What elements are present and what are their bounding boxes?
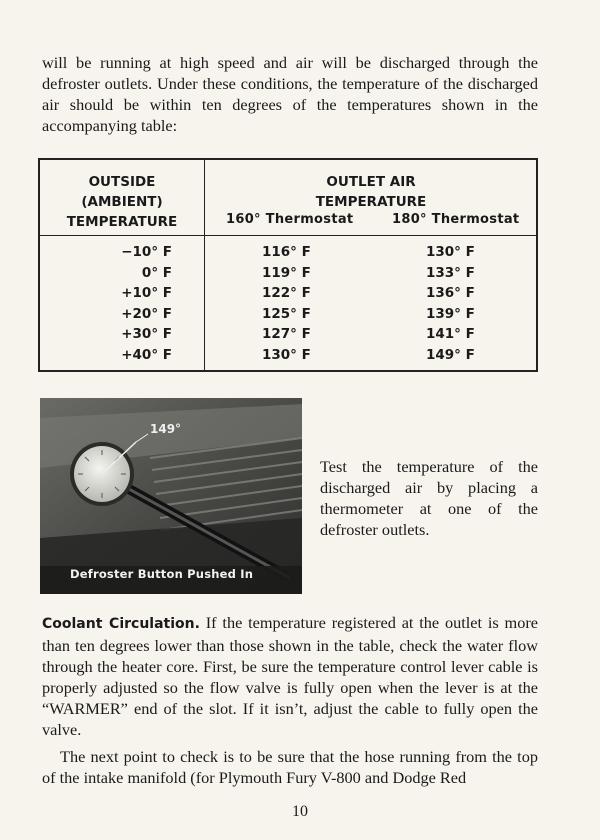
thermostat-180-header: 180° Thermostat bbox=[392, 212, 520, 227]
temperature-table bbox=[38, 158, 538, 372]
table-cell: +30° F bbox=[121, 326, 172, 342]
coolant-paragraph bbox=[42, 612, 538, 740]
thermostat-180-column bbox=[426, 242, 475, 365]
table-column-divider bbox=[204, 160, 205, 370]
thermostat-160-column bbox=[262, 242, 311, 365]
table-header-divider bbox=[40, 235, 536, 236]
table-cell: 127° F bbox=[262, 326, 311, 342]
table-cell: 119° F bbox=[262, 264, 311, 281]
outside-temperature-column bbox=[92, 242, 172, 365]
table-cell: 130° F bbox=[262, 346, 311, 363]
outlet-air-header bbox=[206, 172, 536, 212]
table-cell: 0° F bbox=[141, 264, 172, 281]
table-cell: 125° F bbox=[262, 305, 311, 322]
table-cell: 141° F bbox=[426, 326, 475, 342]
table-cell: 130° F bbox=[426, 244, 475, 260]
header-line: TEMPERATURE bbox=[315, 194, 427, 210]
table-cell: +10° F bbox=[121, 285, 172, 301]
table-cell: +20° F bbox=[121, 305, 172, 322]
header-line: (AMBIENT) bbox=[81, 194, 163, 210]
intro-paragraph: will be running at high speed and air will be discharged through the defroster outlets. Under these conditions, the temperature of the discharged air should be within ten degrees of the temperatures shown in the accompanying table: bbox=[42, 53, 538, 135]
outside-temperature-header bbox=[40, 172, 204, 232]
thermometer-reading: 149° bbox=[150, 422, 182, 436]
photo-caption: Defroster Button Pushed In bbox=[70, 567, 254, 581]
table-cell: −10° F bbox=[121, 244, 172, 260]
thermostat-160-header: 160° Thermostat bbox=[226, 212, 354, 227]
coolant-heading: Coolant Circulation. bbox=[42, 616, 200, 632]
header-line: TEMPERATURE bbox=[66, 214, 178, 230]
table-cell: 149° F bbox=[426, 346, 475, 363]
table-cell: 116° F bbox=[262, 244, 311, 260]
coolant-text: If the temperature registered at the outlet is more than ten degrees lower than those shown in the table, check the water flow through the heater core. First, be sure the temperature control lever cable is properly adjusted so the flow valve is fully open when the lever is at the “WARMER” end of the slot. If it isn’t, adjust the cable to fully open the valve. bbox=[42, 613, 538, 739]
header-line: OUTSIDE bbox=[88, 174, 156, 190]
photo-side-text: Test the temperature of the discharged air by placing a thermometer at one of the defroster outlets. bbox=[320, 457, 538, 539]
page-number: 10 bbox=[292, 803, 308, 820]
header-line: OUTLET AIR bbox=[326, 174, 416, 190]
next-paragraph: The next point to check is to be sure that the hose running from the top of the intake manifold (for Plymouth Fury V-800 and Dodge Red bbox=[42, 747, 538, 787]
table-cell: 136° F bbox=[426, 285, 475, 301]
table-cell: +40° F bbox=[121, 346, 172, 363]
table-cell: 122° F bbox=[262, 285, 311, 301]
table-cell: 139° F bbox=[426, 305, 475, 322]
table-cell: 133° F bbox=[426, 264, 475, 281]
